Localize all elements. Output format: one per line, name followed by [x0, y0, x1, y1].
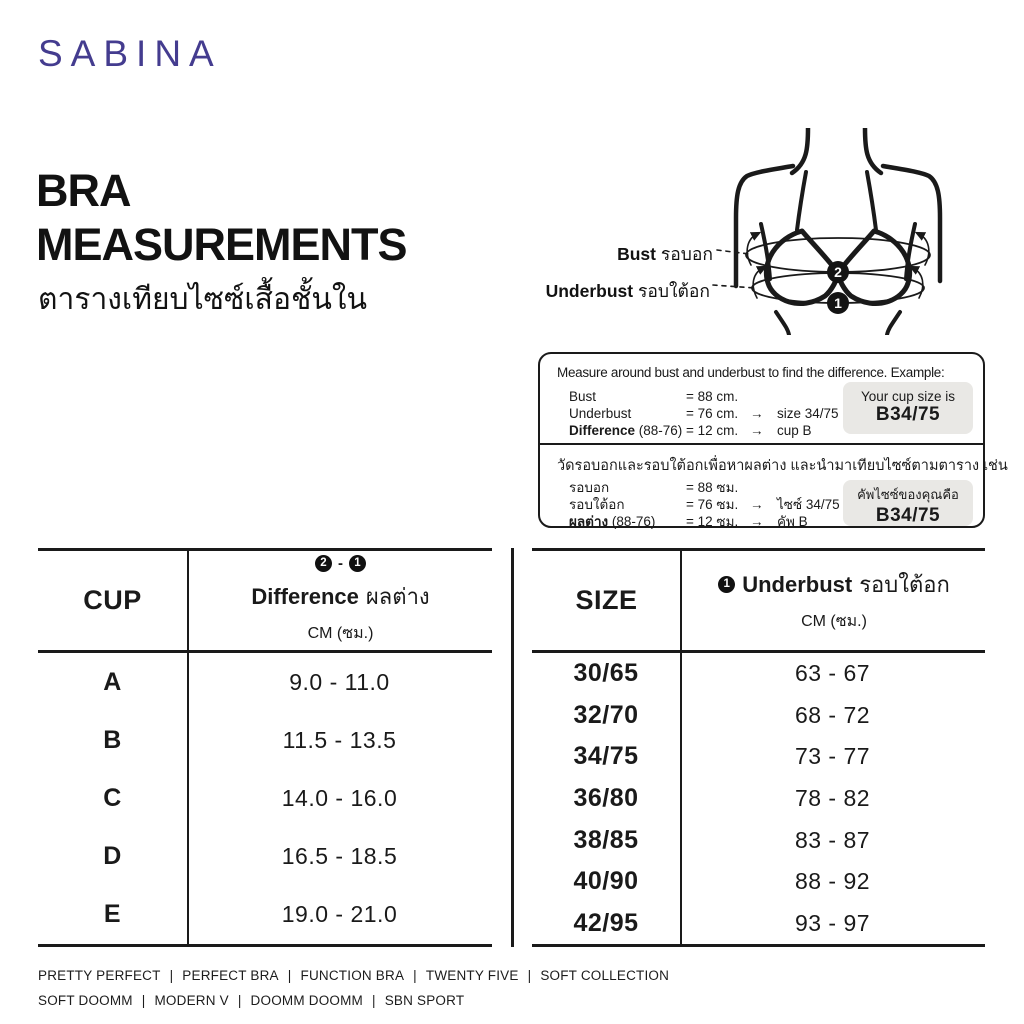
cup-column-header: CUP — [83, 585, 142, 615]
example-row: รอบอก = 88 ซม. — [569, 479, 840, 496]
instruction-intro-en: Measure around bust and underbust to find the difference. Example: — [557, 365, 945, 380]
bust-label: Bust รอบอก — [617, 244, 713, 264]
instruction-intro-th: วัดรอบอกและรอบใต้อกเพื่อหาผลต่าง และนำมาเทียบไซซ์ตามตาราง เช่น — [557, 458, 1008, 474]
table-row: 30/65 63 - 67 — [573, 659, 871, 688]
footer-item: PRETTY PERFECT — [38, 968, 161, 983]
cup-size-result-box-th: คัพไซซ์ของคุณคือ B34/75 — [843, 480, 973, 526]
measurement-instruction-box — [538, 352, 1008, 529]
example-row: Bust = 88 cm. — [569, 388, 839, 405]
underbust-marker-icon: 1 — [718, 576, 735, 593]
table-row: C 14.0 - 16.0 — [103, 784, 398, 812]
footer-line-1 — [38, 963, 669, 988]
arrow-icon: → — [750, 423, 764, 438]
cup-table-header — [38, 551, 492, 653]
footer-item: PERFECT BRA — [182, 968, 279, 983]
size-column-header: SIZE — [575, 585, 638, 615]
unit-label: CM (ซม.) — [307, 625, 374, 642]
arrow-icon: → — [750, 406, 764, 421]
footer-item: DOOMM DOOMM — [250, 993, 363, 1008]
svg-text:1: 1 — [834, 295, 842, 311]
arrow-icon: → — [750, 497, 764, 512]
table-row: 32/70 68 - 72 — [573, 700, 871, 729]
arrow-icon — [750, 388, 777, 405]
size-table-header — [532, 551, 985, 653]
table-row: D 16.5 - 18.5 — [103, 842, 398, 871]
footer-separator: | — [169, 968, 174, 983]
example-row: Underbust = 76 cm. → size 34/75 — [569, 406, 839, 421]
footer-separator: | — [371, 993, 376, 1008]
cup-size-result-box-en: Your cup size is B34/75 — [843, 382, 973, 434]
page-title-line1: BRA — [36, 165, 131, 216]
underbust-marker-icon: 1 — [349, 555, 366, 572]
example-row: ผลต่าง (88-76) = 12 ซม. → คัพ B — [569, 514, 808, 529]
footer-item: MODERN V — [154, 993, 229, 1008]
difference-formula-badge: 2 - 1 — [315, 555, 366, 572]
underbust-column-header: 1 Underbust รอบใต้อก CM (ซม.) — [683, 551, 985, 650]
footer-item: SBN SPORT — [384, 993, 465, 1008]
bust-leader-line — [717, 250, 749, 254]
footer-item: FUNCTION BRA — [300, 968, 405, 983]
example-row: รอบใต้อก = 76 ซม. → ไซซ์ 34/75 — [569, 497, 840, 512]
product-lines-footer — [38, 963, 669, 1013]
size-underbust-table — [532, 548, 985, 947]
footer-separator: | — [527, 968, 532, 983]
table-row: 40/90 88 - 92 — [573, 867, 871, 896]
size-table-body — [532, 653, 985, 944]
footer-separator: | — [237, 993, 242, 1008]
underbust-marker-icon — [827, 292, 849, 314]
arrow-icon: → — [750, 514, 764, 529]
table-separator-line — [511, 548, 514, 947]
difference-column-header: 2 - 1 Difference ผลต่าง CM (ซม.) — [189, 551, 492, 650]
underbust-label: Underbust รอบใต้อก — [545, 281, 710, 301]
table-row: 42/95 93 - 97 — [573, 908, 871, 937]
footer-item: SOFT DOOMM — [38, 993, 133, 1008]
footer-line-2 — [38, 988, 669, 1013]
bust-marker-icon: 2 — [315, 555, 332, 572]
table-row: 38/85 83 - 87 — [573, 825, 871, 854]
table-row: A 9.0 - 11.0 — [103, 667, 390, 696]
table-row: 34/75 73 - 77 — [573, 742, 871, 771]
footer-separator: | — [141, 993, 146, 1008]
page-title-line2: MEASUREMENTS — [36, 219, 407, 270]
svg-text:2: 2 — [834, 264, 842, 280]
bust-marker-icon — [827, 261, 849, 283]
page-subtitle-thai: ตารางเทียบไซซ์เสื้อชั้นใน — [38, 283, 368, 316]
example-rows-en — [569, 388, 839, 439]
table-row: 36/80 78 - 82 — [573, 784, 871, 813]
table-row: E 19.0 - 21.0 — [103, 900, 398, 929]
example-row: Difference (88-76) = 12 cm. → cup B — [569, 423, 812, 438]
footer-separator: | — [413, 968, 417, 983]
brand-logo: SABINA — [38, 33, 222, 74]
cup-table-body — [38, 653, 492, 944]
arrow-icon — [750, 479, 777, 496]
bra-measurement-diagram — [545, 128, 985, 335]
page-title — [36, 164, 407, 272]
footer-item: SOFT COLLECTION — [540, 968, 670, 983]
cup-difference-table — [38, 548, 492, 947]
footer-item: TWENTY FIVE — [425, 968, 519, 983]
table-row: B 11.5 - 13.5 — [103, 725, 397, 754]
unit-label: CM (ซม.) — [801, 613, 867, 630]
example-rows-th — [569, 479, 840, 530]
footer-separator: | — [287, 968, 292, 983]
